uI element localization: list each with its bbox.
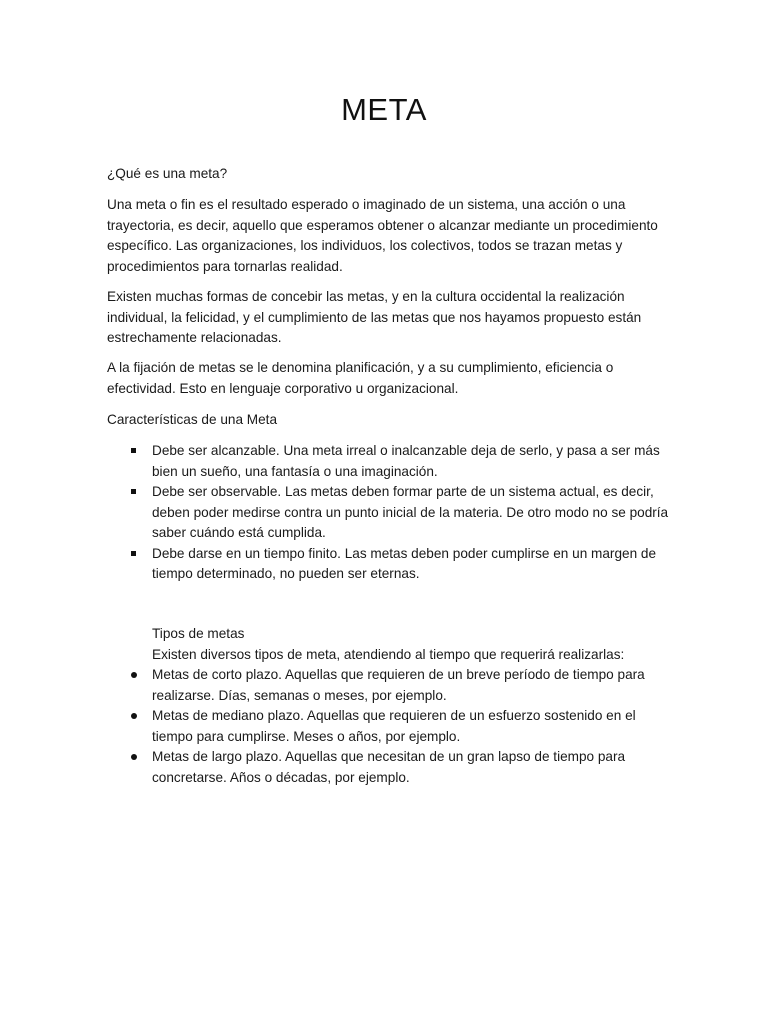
characteristics-list xyxy=(107,441,669,585)
round-bullet-icon xyxy=(131,672,137,678)
list-item xyxy=(107,544,669,585)
list-item xyxy=(107,482,669,544)
square-bullet-icon xyxy=(131,551,136,556)
characteristics-heading: Características de una Meta xyxy=(107,412,278,427)
paragraph-definition: Una meta o fin es el resultado esperado o imaginado de un sistema, una acción o una trayectoria, es decir, aquello que esperamos obtener o alcanzar mediante un procedimiento específico. Las organizaciones, los individuos, los colectivos, todos se trazan metas y procedimientos para tornarlas realidad. xyxy=(107,197,658,274)
square-bullet-icon xyxy=(131,489,136,494)
round-bullet-icon xyxy=(131,754,137,760)
paragraph-planning: A la fijación de metas se le denomina planificación, y a su cumplimiento, eficiencia o efectividad. Esto en lenguaje corporativo u organizacional. xyxy=(107,360,614,396)
types-heading: Tipos de metas xyxy=(152,626,245,641)
list-item xyxy=(107,706,669,747)
list-item-text: Metas de mediano plazo. Aquellas que requieren de un esfuerzo sostenido en el tiempo para cumplirse. Meses o años, por ejemplo. xyxy=(152,708,636,744)
types-intro: Existen diversos tipos de meta, atendiendo al tiempo que requerirá realizarlas: xyxy=(152,647,625,662)
list-item-text: Debe ser observable. Las metas deben formar parte de un sistema actual, es decir, deben poder medirse contra un punto inicial de la materia. De otro modo no se podría saber cuándo está cumplida. xyxy=(152,484,669,540)
square-bullet-icon xyxy=(131,448,136,453)
question-heading: ¿Qué es una meta? xyxy=(107,166,228,181)
list-item xyxy=(107,747,669,788)
list-item xyxy=(107,665,669,706)
list-item-text: Metas de largo plazo. Aquellas que necesitan de un gran lapso de tiempo para concretarse. Años o décadas, por ejemplo. xyxy=(152,749,626,785)
types-list xyxy=(107,665,669,788)
paragraph-conception: Existen muchas formas de concebir las metas, y en la cultura occidental la realización individual, la felicidad, y el cumplimiento de las metas que nos hayamos propuesto están estrechamente relacionadas. xyxy=(107,289,642,345)
list-item-text: Debe darse en un tiempo finito. Las metas deben poder cumplirse en un margen de tiempo determinado, no pueden ser eternas. xyxy=(152,545,657,581)
list-item xyxy=(107,441,669,482)
list-item-text: Metas de corto plazo. Aquellas que requieren de un breve período de tiempo para realizarse. Días, semanas o meses, por ejemplo. xyxy=(152,667,645,703)
list-item-text: Debe ser alcanzable. Una meta irreal o inalcanzable deja de serlo, y pasa a ser más bien un sueño, una fantasía o una imaginación. xyxy=(152,443,660,479)
round-bullet-icon xyxy=(131,713,137,719)
document-title: META xyxy=(341,92,427,127)
